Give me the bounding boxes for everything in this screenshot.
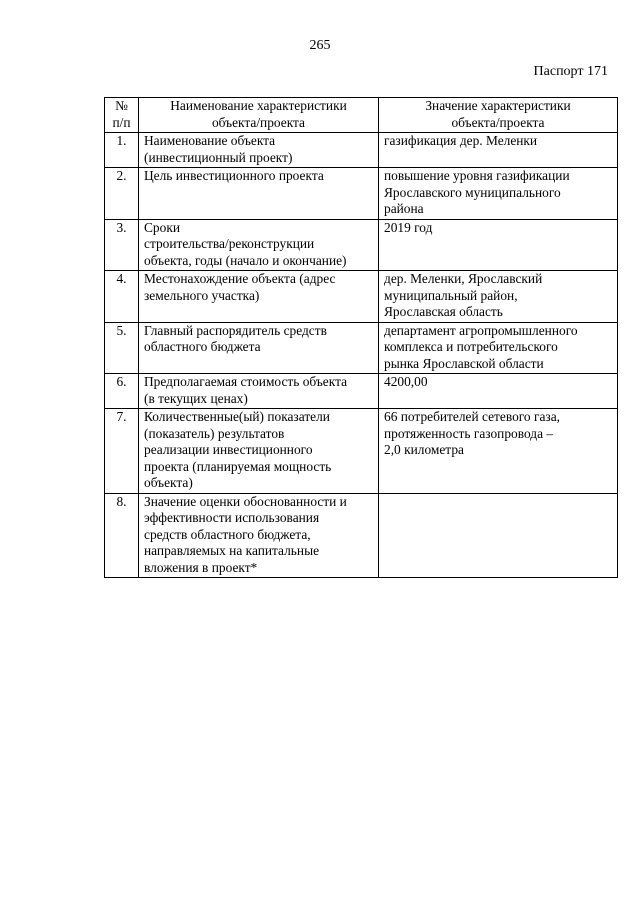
row-value: департамент агропромышленного комплекса и потребительского рынка Ярославской области (379, 322, 618, 374)
row-name: Предполагаемая стоимость объекта (в текущих ценах) (139, 374, 379, 409)
row-value (379, 493, 618, 578)
row-value: 66 потребителей сетевого газа, протяженность газопровода – 2,0 километра (379, 409, 618, 494)
row-name: Сроки строительства/реконструкции объекта, годы (начало и окончание) (139, 219, 379, 271)
header-name: Наименование характеристики объекта/проекта (139, 98, 379, 133)
row-name: Значение оценки обоснованности и эффективности использования средств областного бюджета, направляемых на капитальные вложения в проект* (139, 493, 379, 578)
row-value: газификация дер. Меленки (379, 133, 618, 168)
row-num: 8. (105, 493, 139, 578)
row-num: 5. (105, 322, 139, 374)
table-header-row (105, 98, 618, 133)
row-num: 3. (105, 219, 139, 271)
row-name: Местонахождение объекта (адрес земельного участка) (139, 271, 379, 323)
row-value: 2019 год (379, 219, 618, 271)
passport-title: Паспорт 171 (533, 64, 608, 79)
header-num: № п/п (105, 98, 139, 133)
header-value: Значение характеристики объекта/проекта (379, 98, 618, 133)
passport-table (104, 97, 618, 578)
table-row (105, 168, 618, 220)
table-row (105, 409, 618, 494)
row-num: 7. (105, 409, 139, 494)
row-num: 1. (105, 133, 139, 168)
row-num: 6. (105, 374, 139, 409)
row-num: 4. (105, 271, 139, 323)
table-row (105, 493, 618, 578)
row-value: дер. Меленки, Ярославский муниципальный район, Ярославская область (379, 271, 618, 323)
row-value: 4200,00 (379, 374, 618, 409)
page-number: 265 (309, 38, 331, 53)
table-row (105, 133, 618, 168)
table-row (105, 271, 618, 323)
row-num: 2. (105, 168, 139, 220)
row-name: Цель инвестиционного проекта (139, 168, 379, 220)
row-value: повышение уровня газификации Ярославского муниципального района (379, 168, 618, 220)
table-row (105, 322, 618, 374)
table-row (105, 374, 618, 409)
row-name: Количественные(ый) показатели (показатель) результатов реализации инвестиционного проекта (планируемая мощность объекта) (139, 409, 379, 494)
row-name: Главный распорядитель средств областного бюджета (139, 322, 379, 374)
table-row (105, 219, 618, 271)
row-name: Наименование объекта (инвестиционный проект) (139, 133, 379, 168)
